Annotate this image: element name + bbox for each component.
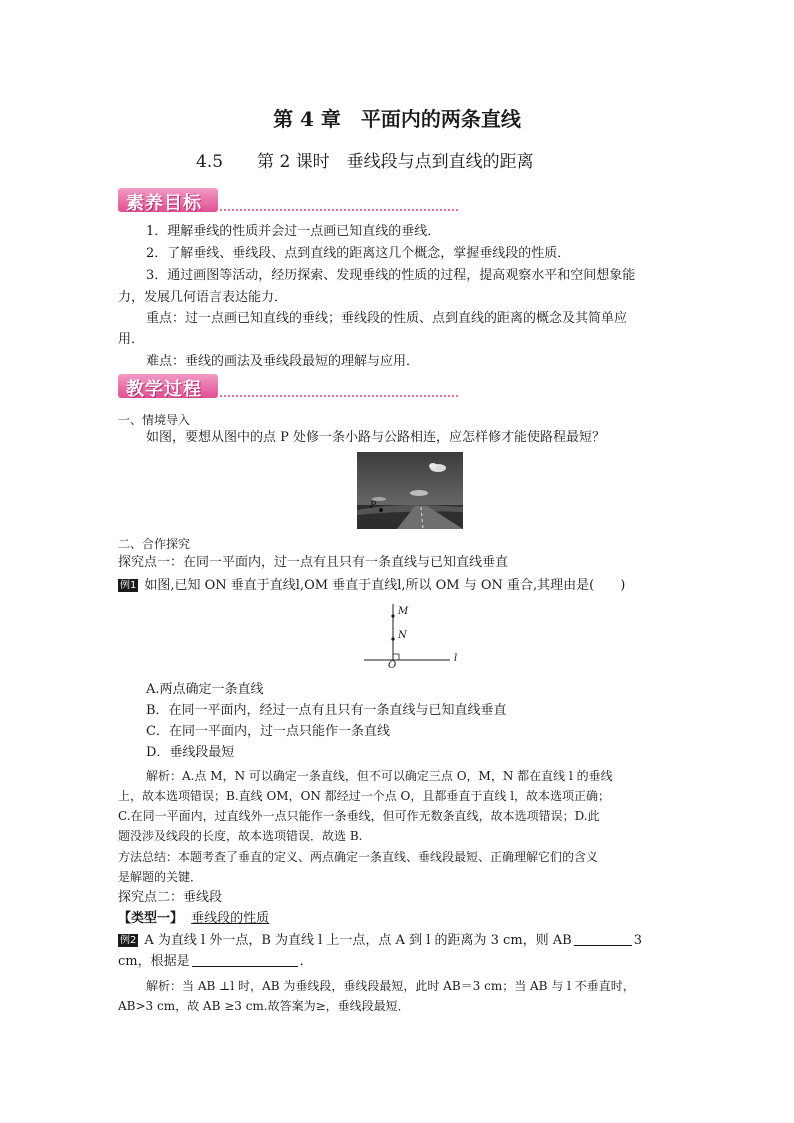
analysis-1-line4: 题没涉及线段的长度，故本选项错误．故选 B. [118,829,363,843]
difficult-point: 难点：垂线的画法及垂线段最短的理解与应用． [146,354,420,369]
type-1-heading [118,909,269,929]
option-b: B．在同一平面内，经过一点有且只有一条直线与已知直线垂直 [146,703,507,718]
road-photo-image [357,452,463,529]
analysis-1-line1: 解析：A.点 M，N 可以确定一条直线，但不可以确定三点 O，M，N 都在直线 l 的垂线 [146,769,613,783]
example-2-line1 [118,931,642,951]
analysis-1-line2: 上，故本选项错误；B.直线 OM，ON 都经过一个点 O，且都垂直于直线 l，故本选项正确； [118,789,611,803]
figure-label-m: M [398,606,409,617]
example-1-text: 如图,已知 ON 垂直于直线l,OM 垂直于直线l,所以 OM 与 ON 重合,其理由是( ) [144,578,626,593]
process-banner-label: 教学过程 [126,379,202,400]
section1-heading: 一、情境导入 [118,413,191,427]
example-2-text-d: ． [299,954,313,969]
example-2-text-c: cm，根据是 [118,954,190,969]
option-a: A.两点确定一条直线 [146,682,264,697]
example-1-tag: 例1 [120,580,137,591]
process-banner [118,374,458,399]
chapter-title: 第 4 章 平面内的两条直线 [273,107,521,131]
key-point-line2: 用． [118,332,145,347]
figure-label-l: l [454,653,458,664]
method-summary-line1: 方法总结：本题考查了垂直的定义、两点确定一条直线、垂线段最短、正确理解它们的含义 [118,850,599,864]
type-1-name: 垂线段的性质 [191,911,270,926]
process-banner-dots [220,395,458,397]
example-2-text-a: A 为直线 l 外一点，B 为直线 l 上一点，点 A 到 l 的距离为 3 cm，则 AB [144,933,572,948]
goal-item-2: 2．了解垂线、垂线段、点到直线的距离这几个概念，掌握垂线段的性质． [146,246,571,261]
option-d: D．垂线段最短 [146,745,235,760]
lesson-subtitle: 4.5 第 2 课时 垂线段与点到直线的距离 [196,152,534,172]
figure-label-n: N [398,630,407,641]
perpendicular-figure [360,600,480,676]
analysis-2-line1: 解析：当 AB ⊥l 时，AB 为垂线段，垂线段最短，此时 AB＝3 cm；当 AB 与 l 不垂直时， [146,979,635,993]
perpendicular-diagram [360,600,480,676]
method-summary-line2: 是解题的关键． [118,870,203,884]
key-point-line1: 重点：过一点画已知直线的垂线；垂线段的性质、点到直线的距离的概念及其简单应 [146,311,628,326]
road-photo [357,452,463,529]
analysis-2-line2: AB>3 cm，故 AB ≥3 cm.故答案为≥，垂线段最短． [118,999,410,1013]
figure-label-o: O [388,660,397,671]
analysis-1-line3: C.在同一平面内，过直线外一点只能作一条垂线，但可作无数条直线，故本选项错误；D.此 [118,809,600,823]
goal-item-3-line2: 力，发展几何语言表达能力． [118,290,288,305]
intro-question: 如图，要想从图中的点 P 处修一条小路与公路相连，应怎样修才能使路程最短？ [146,430,606,445]
example-2-tag: 例2 [120,935,137,946]
photo-point-p: P [370,501,377,511]
option-c: C．在同一平面内，过一点只能作一条直线 [146,724,390,739]
example-2-line2 [118,952,313,972]
goals-banner [118,188,458,213]
goals-banner-label: 素养目标 [126,193,202,214]
example-2-text-b: 3 [633,933,642,948]
goals-banner-dots [220,209,458,211]
type-1-bracket: 【类型一】 [118,911,184,926]
section2-heading: 二、合作探究 [118,537,191,551]
example-1 [118,576,625,596]
goal-item-3-line1: 3．通过画图等活动，经历探索、发现垂线的性质的过程，提高观察水平和空间想象能 [146,268,636,283]
goal-item-1: 1．理解垂线的性质并会过一点画已知直线的垂线． [146,224,441,239]
explore-point-1: 探究点一：在同一平面内，过一点有且只有一条直线与已知直线垂直 [118,555,509,570]
explore-point-2: 探究点二：垂线段 [118,890,223,905]
answer-blank-1[interactable] [574,945,632,946]
answer-blank-2[interactable] [192,966,298,967]
